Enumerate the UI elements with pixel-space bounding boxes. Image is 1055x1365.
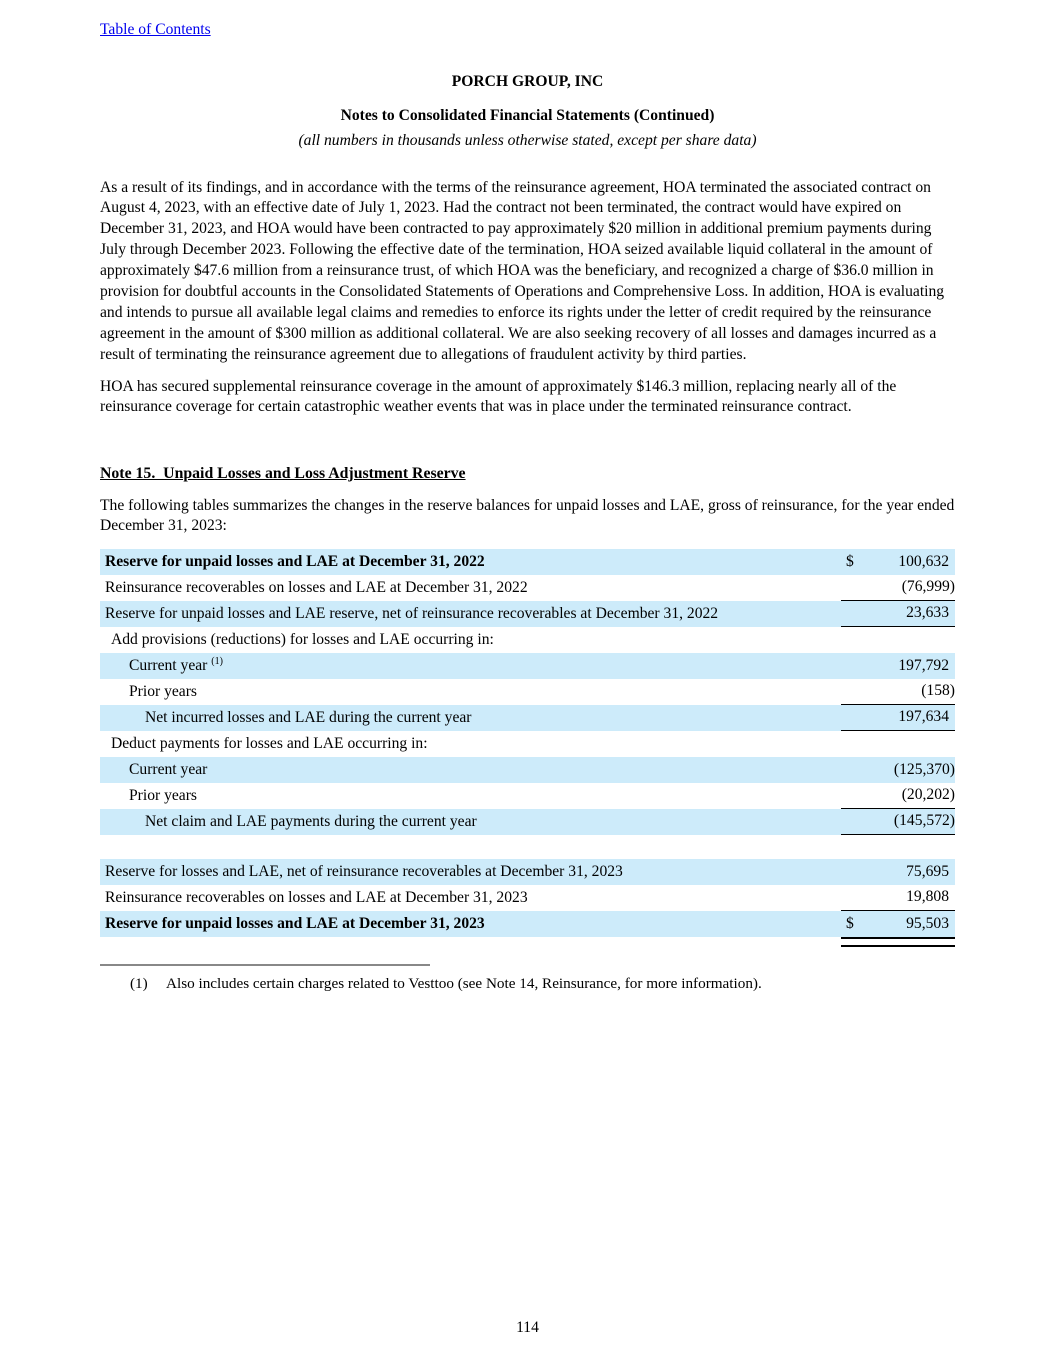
row-label: Prior years [129,786,197,804]
company-name: PORCH GROUP, INC [451,72,604,90]
row-amount: (76,999) [901,578,955,596]
row-label: Net claim and LAE payments during the current year [145,812,477,830]
row-amount-cell [841,911,955,937]
table-row [100,653,955,679]
row-label: Reserve for unpaid losses and LAE at December 31, 2022 [105,552,485,570]
row-amount-cell [841,783,955,809]
row-amount-cell [841,859,955,885]
table-row [100,549,955,575]
footnote-1 [100,974,955,994]
table-row [100,679,955,705]
row-label: Current year [129,760,208,778]
table-spacer-row [100,835,955,859]
row-label: Net incurred losses and LAE during the current year [145,708,472,726]
table-of-contents-link[interactable]: Table of Contents [100,21,211,38]
notes-subtitle: (all numbers in thousands unless otherwise stated, except per share data) [298,131,757,149]
row-label: Reserve for unpaid losses and LAE at December 31, 2023 [105,914,485,932]
row-amount: 95,503 [906,914,949,932]
row-amount: 23,633 [906,604,949,622]
document-header [100,72,955,152]
row-amount: (158) [921,682,955,700]
notes-title: Notes to Consolidated Financial Statements (Continued) [340,106,715,124]
row-amount: (145,572) [893,812,955,830]
note-15-heading: Note 15. Unpaid Losses and Loss Adjustment Reserve [100,465,466,483]
row-amount-cell [841,809,955,835]
row-label: Reinsurance recoverables on losses and LAE at December 31, 2023 [105,888,528,906]
row-amount: 19,808 [906,888,949,906]
row-amount: (125,370) [893,760,955,778]
row-label: Current year $^{(1)}$ [129,655,223,674]
row-amount-cell [841,575,955,601]
row-amount-cell [841,731,955,757]
row-label: Reserve for losses and LAE, net of reinsurance recoverables at December 31, 2023 [105,862,623,880]
row-amount: 197,634 [898,708,949,726]
page-number: 114 [516,1319,539,1336]
table-row [100,705,955,731]
table-row [100,859,955,885]
row-amount-cell [841,885,955,911]
table-row [100,731,955,757]
dollar-sign: $ [846,552,854,570]
table-row [100,627,955,653]
row-label: Reinsurance recoverables on losses and LAE at December 31, 2022 [105,578,528,596]
table-row [100,911,955,937]
row-amount-cell [841,757,955,783]
footnote-reference: (1) [211,655,223,667]
paragraph-reinsurance-termination: As a result of its findings, and in accordance with the terms of the reinsurance agreement, HOA terminated the associated contract on August 4, 2023, with an effective date of July 1, 2023. Had the contract not been terminated, the contract would have expired on December 31, 2023, and HOA would have been contracted to pay approximately $20 million in additional premium payments during July through December 2023. Following the effective date of the termination, HOA seized available liquid collateral in the amount of approximately $47.6 million from a reinsurance trust, of which HOA was the beneficiary, and recognized a charge of $36.0 million in provision for doubtful accounts in the Consolidated Statements of Operations and Comprehensive Loss. In addition, HOA is evaluating and intends to pursue all available legal claims and remedies to enforce its rights under the letter of credit required by the reinsurance agreement in the amount of $300 million as additional collateral. We are also seeking recovery of all losses and damages incurred as a result of terminating the reinsurance agreement due to allegations of fraudulent activity by third parties. [100,178,945,363]
row-amount-cell [841,601,955,627]
row-amount: (20,202) [901,786,955,804]
row-label: Add provisions (reductions) for losses and LAE occurring in: [111,630,494,648]
paragraph-supplemental-coverage: HOA has secured supplemental reinsurance coverage in the amount of approximately $146.3 million, replacing nearly all of the reinsurance coverage for certain catastrophic weather events that was in place under the terminated reinsurance contract. [100,377,897,416]
row-amount-cell [841,705,955,731]
row-amount-cell [841,679,955,705]
table-row [100,885,955,911]
row-amount-cell [841,549,955,575]
row-label: Prior years [129,682,197,700]
row-amount: 75,695 [906,862,949,880]
table-row [100,783,955,809]
table-row [100,601,955,627]
row-label: Deduct payments for losses and LAE occurring in: [111,734,428,752]
dollar-sign: $ [846,914,854,932]
table-row [100,809,955,835]
row-amount-cell [841,627,955,653]
footnote-divider [100,964,430,966]
footnote-text: Also includes certain charges related to Vesttoo (see Note 14, Reinsurance, for more information). [166,975,762,993]
footnote-marker: (1) [130,975,148,993]
row-amount: 100,632 [898,552,949,570]
reserve-rollforward-table [100,549,955,937]
table-row [100,575,955,601]
table-row [100,757,955,783]
row-amount-cell [841,653,955,679]
row-label: Reserve for unpaid losses and LAE reserve, net of reinsurance recoverables at December 31, 2022 [105,604,719,622]
row-amount: 197,792 [898,656,949,674]
note-15-intro: The following tables summarizes the changes in the reserve balances for unpaid losses and LAE, gross of reinsurance, for the year ended December 31, 2023: [100,496,955,535]
